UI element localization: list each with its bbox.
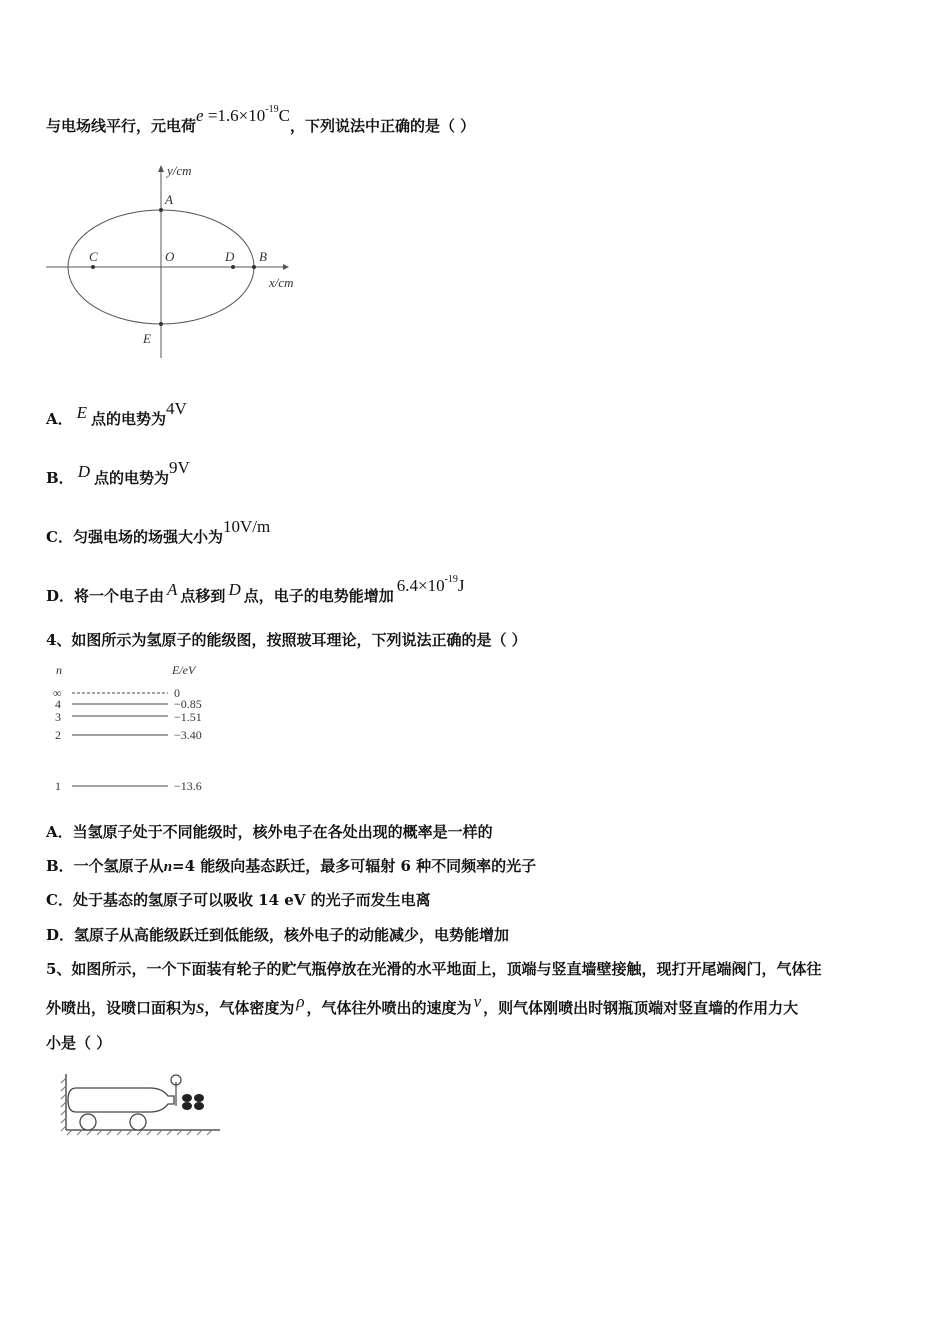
q3-stem <box>46 104 476 135</box>
point-a <box>159 208 163 212</box>
n-label: n <box>56 663 62 677</box>
q3-option-d: D．将一个电子由 A 点移到 D 点，电子的电势能增加$6.4\times 10^{-19}J$ <box>46 574 465 605</box>
gas-cylinder-figure <box>58 1068 228 1138</box>
q3-stem-suffix: ，下列说法中正确的是（ ） <box>289 117 476 135</box>
label-c: C <box>89 249 98 264</box>
cylinder-body <box>68 1088 174 1112</box>
level-n-4: 4 <box>55 697 61 711</box>
q4-option-a: A．当氢原子处于不同能级时，核外电子在各处出现的概率是一样的 <box>46 823 493 841</box>
label-e: E <box>143 331 151 346</box>
point-c <box>91 265 95 269</box>
e-label: E/eV <box>172 663 196 677</box>
q4-stem: 4、如图所示为氢原子的能级图，按照玻耳理论，下列说法正确的是（ ） <box>46 631 527 649</box>
gas-puff-icon <box>182 1094 204 1110</box>
label-d: D <box>225 249 235 264</box>
x-axis-label: x/cm <box>269 275 294 290</box>
level-e-4: −0.85 <box>174 697 202 711</box>
point-b <box>252 265 256 269</box>
level-e-2: −3.40 <box>174 728 202 742</box>
q3-charge-formula: $e =1.6\times 10^{-19}C$ <box>196 104 290 125</box>
y-axis-arrow-icon <box>158 165 164 172</box>
point-d <box>231 265 235 269</box>
x-axis-arrow-icon <box>283 264 289 270</box>
level-e-3: −1.51 <box>174 710 202 724</box>
level-n-1: 1 <box>55 779 61 793</box>
level-e-1: −13.6 <box>174 779 202 793</box>
q5-stem-line3: 小是（ ） <box>46 1034 112 1052</box>
q3-stem-prefix: 与电场线平行，元电荷 <box>46 117 197 135</box>
q4-option-c: C．处于基态的氢原子可以吸收 14 eV 的光子而发生电离 <box>46 891 431 909</box>
q4-option-b: B．一个氢原子从n=4 能级向基态跃迁，最多可辐射 6 种不同频率的光子 <box>46 857 537 875</box>
point-e <box>159 322 163 326</box>
label-b: B <box>259 249 267 264</box>
q5-stem-line1: 5、如图所示，一个下面装有轮子的贮气瓶停放在光滑的水平地面上，顶端与竖直墙壁接触，现打开尾端阀门，气体往 <box>46 960 822 978</box>
q4-option-d: D．氢原子从高能级跃迁到低能级，核外电子的动能减少，电势能增加 <box>46 926 510 944</box>
label-o: O <box>165 249 175 264</box>
label-a: A <box>165 192 173 207</box>
ellipse-field-figure <box>40 158 310 363</box>
level-n-3: 3 <box>55 710 61 724</box>
q3-option-a: A． E 点的电势为4V <box>46 399 187 428</box>
y-axis-label: y/cm <box>167 163 192 178</box>
q3-option-c: C．匀强电场的场强大小为10V/m <box>46 517 271 546</box>
level-n-2: 2 <box>55 728 61 742</box>
q5-stem-line2: 外喷出，设喷口面积为S，气体密度为 ρ ，气体往外喷出的速度为 v ，则气体刚喷出时钢瓶顶端对竖直墙的作用力大 <box>46 992 799 1017</box>
energy-level-diagram <box>48 660 218 798</box>
q3-option-b: B． D 点的电势为9V <box>46 458 190 487</box>
level-e-inf: 0 <box>174 686 180 700</box>
wheel-left <box>80 1114 96 1130</box>
wheel-right <box>130 1114 146 1130</box>
level-n-inf: ∞ <box>53 686 62 700</box>
